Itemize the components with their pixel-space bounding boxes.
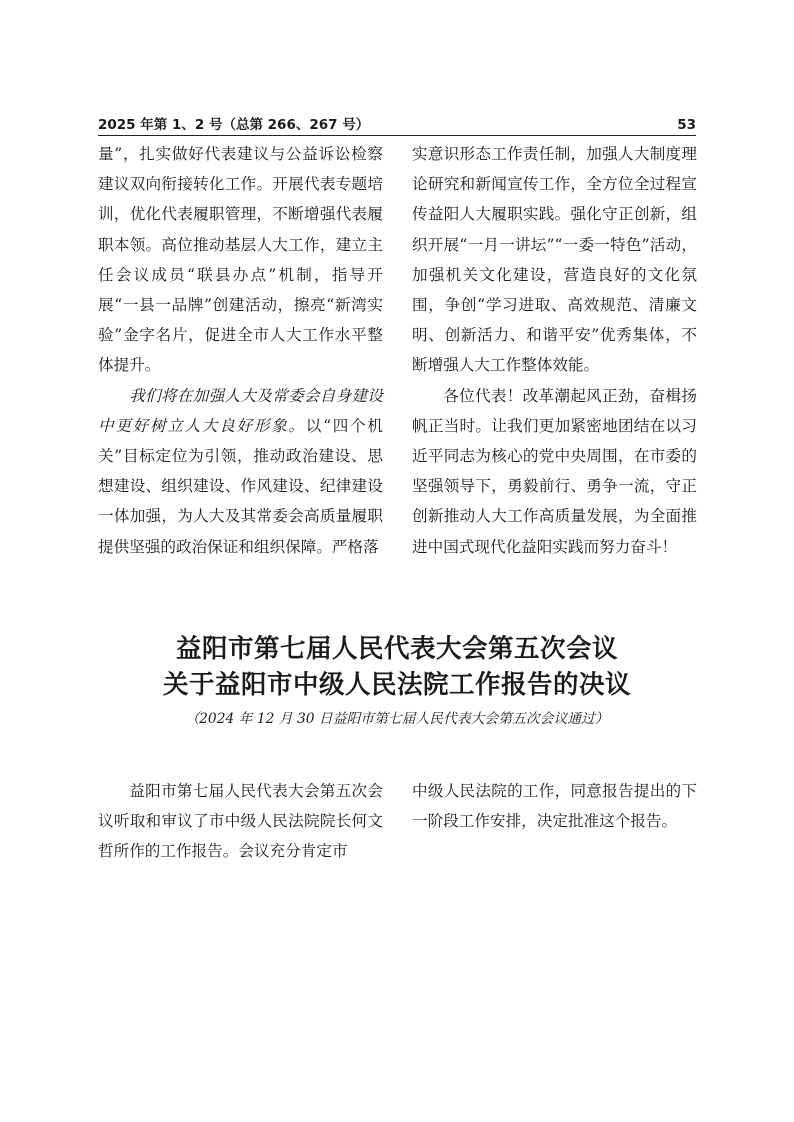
report-column-left <box>98 139 383 562</box>
running-header <box>98 117 696 136</box>
page-number: 53 <box>677 117 696 133</box>
issue-label: 2025 年第 1、2 号（总第 266、267 号） <box>98 117 370 133</box>
resolution-paragraph: 益阳市第七届人民代表大会第五次会议听取和审议了市中级人民法院院长何文哲所作的工作报告。会议充分肯定市 <box>98 782 383 861</box>
resolution-title-line1: 益阳市第七届人民代表大会第五次会议 <box>175 634 618 664</box>
resolution-paragraph: 中级人民法院的工作，同意报告提出的下一阶段工作安排，决定批准这个报告。 <box>412 782 697 831</box>
resolution-subtitle: （2024 年 12 月 30 日益阳市第七届人民代表大会第五次会议通过） <box>185 711 609 727</box>
report-paragraph: 量”，扎实做好代表建议与公益诉讼检察建议双向衔接转化工作。开展代表专题培训，优化代表履职管理，不断增强代表履职本领。高位推动基层人大工作，建立主任会议成员“联县办点”机制，指导开展“一县一品牌”创建活动，擦亮“新湾实验”金字名片，促进全市人大工作水平整体提升。 <box>98 145 383 375</box>
paragraph-body: 以“四个机关”目标定位为引领，推动政治建设、思想建设、组织建设、作风建设、纪律建设一体加强，为人大及其常委会高质量履职提供坚强的政治保证和组织保障。严格落 <box>98 416 383 556</box>
report-column-right <box>412 139 697 562</box>
resolution-column-left <box>98 776 383 867</box>
report-paragraph: 各位代表！改革潮起风正劲，奋楫扬帆正当时。让我们更加紧密地团结在以习近平同志为核心的党中央周围，在市委的坚强领导下，勇毅前行、勇争一流，守正创新推动人大工作高质量发展，为全面推进中国式现代化益阳实践而努力奋斗！ <box>412 386 697 556</box>
resolution-title-line2: 关于益阳市中级人民法院工作报告的决议 <box>162 670 631 700</box>
report-paragraph: 实意识形态工作责任制，加强人大制度理论研究和新闻宣传工作，全方位全过程宣传益阳人大履职实践。强化守正创新，组织开展“一月一讲坛”“一委一特色”活动，加强机关文化建设，营造良好的文化氛围，争创“学习进取、高效规范、清廉文明、创新活力、和谐平安”优秀集体，不断增强人大工作整体效能。 <box>412 145 697 375</box>
paragraph-lead: 我们将在加强人大及常委会自身建设中更好树立人大良好形象。 <box>98 386 383 435</box>
report-paragraph <box>98 381 383 562</box>
resolution-column-right <box>412 776 697 836</box>
